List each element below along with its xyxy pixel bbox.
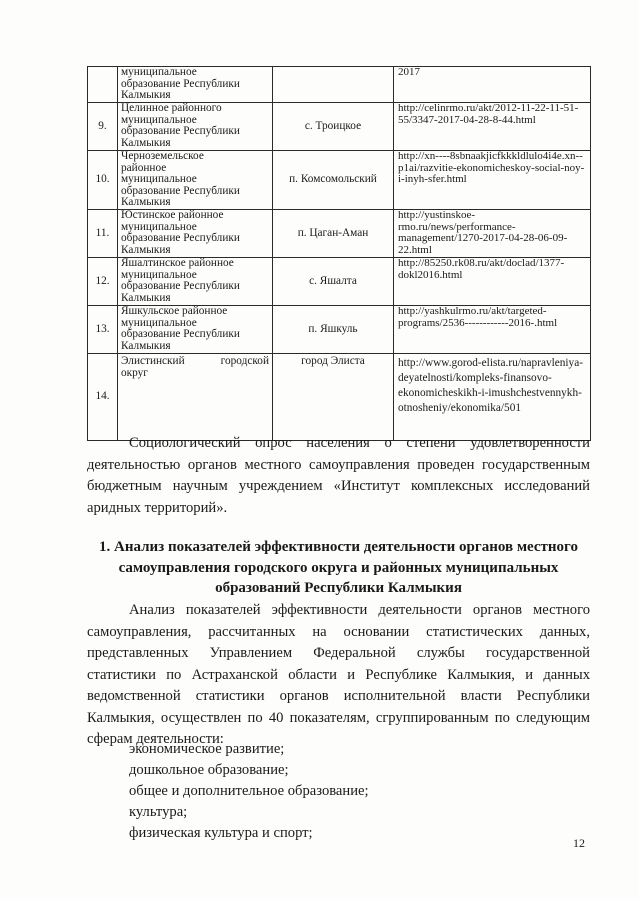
report-url: http://yashkulrmo.ru/akt/targeted-programs/2536------------2016-.html: [394, 305, 591, 353]
municipality-name: Юстинское районное муниципальное образование Республики Калмыкия: [118, 209, 273, 257]
admin-center: п. Цаган-Аман: [273, 209, 394, 257]
report-url: http://celinrmo.ru/akt/2012-11-22-11-51-55/3347-2017-04-28-8-44.html: [394, 103, 591, 151]
row-number: [88, 67, 118, 103]
row-number: 14.: [88, 353, 118, 440]
paragraph-text: Анализ показателей эффективности деятельности органов местного самоуправления, рассчитанных на основании статистических данных, представленных Управлением Федеральной службы государственной статистики по Астраханской области и Республике Калмыкия, и данных ведомственной статистики органов исполнительной власти Республики Калмыкия, осуществлен по 40 показателям, сгруппированным по следующим сферам деятельности:: [87, 602, 590, 747]
row-number: 12.: [88, 257, 118, 305]
admin-center: [273, 67, 394, 103]
municipality-name: Яшалтинское районное муниципальное образование Республики Калмыкия: [118, 257, 273, 305]
survey-paragraph: [87, 433, 590, 519]
list-item: общее и дополнительное образование;: [129, 783, 369, 799]
list-item: физическая культура и спорт;: [129, 825, 313, 841]
section-heading: 1. Анализ показателей эффективности деятельности органов местного самоуправления городского округа и районных муниципальных образований Республики Калмыкия: [99, 539, 578, 596]
paragraph-text: Социологический опрос населения о степени удовлетворенности деятельностью органов местного самоуправления проведен государственным бюджетным научным учреждением «Институт комплексных исследований аридных территорий».: [87, 435, 590, 516]
analysis-paragraph: [87, 600, 590, 751]
municipality-name: Целинное районного муниципальное образование Республики Калмыкия: [118, 103, 273, 151]
report-url: http://yustinskoe-rmo.ru/news/performance-management/1270-2017-04-28-06-09-22.html: [394, 209, 591, 257]
table-row: [88, 257, 591, 305]
report-url: http://85250.rk08.ru/akt/doclad/1377-dokl2016.html: [394, 257, 591, 305]
spheres-list: [129, 739, 369, 844]
report-url: http://www.gorod-elista.ru/napravleniya-deyatelnosti/kompleks-finansovo-ekonomicheskikh-i-imushchestvennykh-otnosheniy/ekonomika/501: [394, 353, 591, 440]
admin-center: город Элиста: [273, 353, 394, 440]
admin-center: п. Яшкуль: [273, 305, 394, 353]
admin-center: п. Комсомольский: [273, 151, 394, 210]
table-row: [88, 305, 591, 353]
admin-center: с. Троицкое: [273, 103, 394, 151]
row-number: 9.: [88, 103, 118, 151]
municipalities-table: [87, 66, 591, 441]
report-url: 2017: [394, 67, 591, 103]
table-row: [88, 67, 591, 103]
municipality-name: Элистинский городской округ: [118, 353, 273, 440]
list-item: экономическое развитие;: [129, 741, 285, 757]
municipality-name: Яшкульское районное муниципальное образование Республики Калмыкия: [118, 305, 273, 353]
table-row: [88, 103, 591, 151]
table-row: [88, 209, 591, 257]
page-number: 12: [573, 836, 585, 850]
list-item: культура;: [129, 804, 188, 820]
report-url: http://xn----8sbnaakjicfkkkldlulo4i4e.xn--p1ai/razvitie-ekonomicheskoy-social-noy-i-inyh-sfer.html: [394, 151, 591, 210]
row-number: 13.: [88, 305, 118, 353]
list-item: дошкольное образование;: [129, 762, 289, 778]
row-number: 10.: [88, 151, 118, 210]
admin-center: с. Яшалта: [273, 257, 394, 305]
row-number: 11.: [88, 209, 118, 257]
table-row: [88, 151, 591, 210]
table-row: [88, 353, 591, 440]
municipality-name: муниципальное образование Республики Калмыкия: [118, 67, 273, 103]
municipality-name: Черноземельское районное муниципальное образование Республики Калмыкия: [118, 151, 273, 210]
